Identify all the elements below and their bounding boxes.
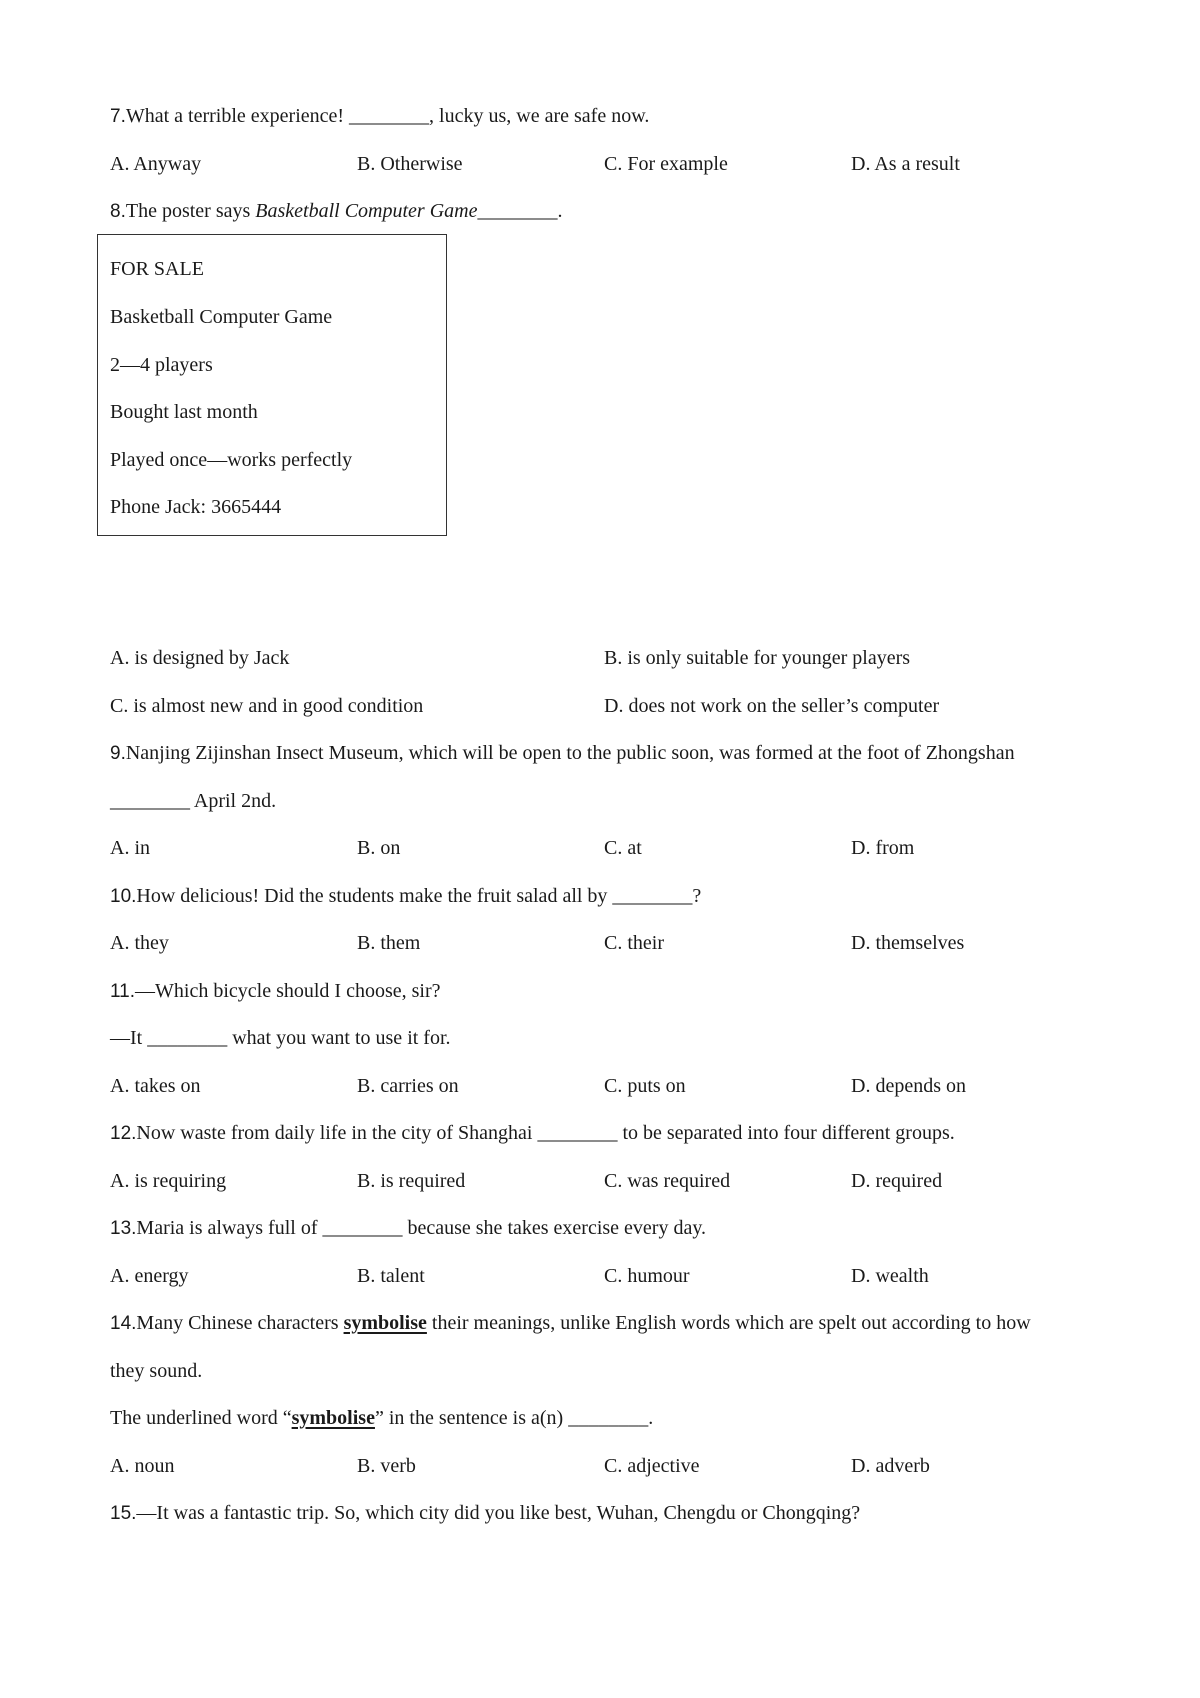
question-7 bbox=[110, 104, 649, 129]
question-11-line-2: —It ________ what you want to use it for. bbox=[110, 1027, 451, 1049]
q7-option-d: D. As a result bbox=[851, 153, 960, 175]
question-stem: Maria is always full of ________ because she takes exercise every day. bbox=[136, 1217, 707, 1239]
q10-option-a: A. they bbox=[110, 932, 169, 954]
q9-option-b: B. on bbox=[357, 837, 401, 859]
q7-option-c: C. For example bbox=[604, 153, 728, 175]
question-stem-rest: their meanings, unlike English words which are spelt out according to how bbox=[426, 1312, 1031, 1334]
poster-line: Played once—works perfectly bbox=[110, 449, 353, 471]
q13-option-d: D. wealth bbox=[851, 1265, 929, 1287]
poster-line: FOR SALE bbox=[110, 258, 204, 280]
q9-option-c: C. at bbox=[604, 837, 642, 859]
question-stem: How delicious! Did the students make the fruit salad all by ________? bbox=[136, 885, 702, 907]
question-number: 15. bbox=[110, 1503, 137, 1524]
for-sale-poster bbox=[97, 234, 447, 536]
question-blank: ________. bbox=[477, 200, 563, 222]
question-15 bbox=[110, 1501, 860, 1526]
q7-option-a: A. Anyway bbox=[110, 153, 202, 175]
poster-line: Basketball Computer Game bbox=[110, 306, 333, 328]
question-13 bbox=[110, 1216, 706, 1241]
question-12 bbox=[110, 1121, 955, 1146]
q7-option-b: B. Otherwise bbox=[357, 153, 463, 175]
subquestion-text: The underlined word “ bbox=[110, 1407, 292, 1429]
question-14-subquestion bbox=[110, 1406, 653, 1430]
question-stem: Now waste from daily life in the city of Shanghai ________ to be separated into four different groups. bbox=[136, 1122, 955, 1144]
q13-option-c: C. humour bbox=[604, 1265, 690, 1287]
q12-option-a: A. is requiring bbox=[110, 1170, 227, 1192]
q11-option-c: C. puts on bbox=[604, 1075, 686, 1097]
q11-option-d: D. depends on bbox=[851, 1075, 966, 1097]
question-stem: The poster says bbox=[125, 200, 256, 222]
q12-option-b: B. is required bbox=[357, 1170, 466, 1192]
question-stem: —Which bicycle should I choose, sir? bbox=[135, 980, 441, 1002]
q10-option-c: C. their bbox=[604, 932, 664, 954]
question-number: 14. bbox=[110, 1313, 137, 1334]
underlined-keyword: symbolise bbox=[291, 1407, 375, 1429]
question-number: 11. bbox=[110, 981, 136, 1002]
question-stem: —It was a fantastic trip. So, which city did you like best, Wuhan, Chengdu or Chongqing? bbox=[136, 1502, 861, 1524]
poster-line: 2—4 players bbox=[110, 354, 213, 376]
poster-line: Phone Jack: 3665444 bbox=[110, 496, 282, 518]
q9-option-a: A. in bbox=[110, 837, 150, 859]
q14-option-a: A. noun bbox=[110, 1455, 175, 1477]
game-title: Basketball Computer Game bbox=[255, 200, 478, 222]
q11-option-a: A. takes on bbox=[110, 1075, 201, 1097]
underlined-keyword: symbolise bbox=[343, 1312, 427, 1334]
question-stem: Many Chinese characters bbox=[136, 1312, 344, 1334]
question-stem: What a terrible experience! ________, lucky us, we are safe now. bbox=[125, 105, 650, 127]
question-number: 13. bbox=[110, 1218, 137, 1239]
question-14 bbox=[110, 1311, 1031, 1336]
question-14-line-2: they sound. bbox=[110, 1360, 203, 1382]
question-number: 7. bbox=[110, 106, 126, 127]
q8-option-d: D. does not work on the seller’s computer bbox=[604, 695, 940, 717]
q8-option-c: C. is almost new and in good condition bbox=[110, 695, 424, 717]
q13-option-a: A. energy bbox=[110, 1265, 189, 1287]
question-11 bbox=[110, 979, 440, 1004]
q14-option-b: B. verb bbox=[357, 1455, 416, 1477]
question-8 bbox=[110, 199, 562, 224]
q14-option-d: D. adverb bbox=[851, 1455, 930, 1477]
question-number: 12. bbox=[110, 1123, 137, 1144]
question-number: 10. bbox=[110, 886, 137, 907]
question-number: 8. bbox=[110, 201, 126, 222]
question-9 bbox=[110, 741, 1015, 766]
q10-option-b: B. them bbox=[357, 932, 421, 954]
question-stem: Nanjing Zijinshan Insect Museum, which will be open to the public soon, was formed at the foot of Zhongshan bbox=[125, 742, 1015, 764]
q8-option-a: A. is designed by Jack bbox=[110, 647, 290, 669]
q9-option-d: D. from bbox=[851, 837, 915, 859]
q12-option-c: C. was required bbox=[604, 1170, 731, 1192]
question-10 bbox=[110, 884, 701, 909]
poster-line: Bought last month bbox=[110, 401, 258, 423]
question-number: 9. bbox=[110, 743, 126, 764]
q8-option-b: B. is only suitable for younger players bbox=[604, 647, 911, 669]
question-9-line-2: ________ April 2nd. bbox=[110, 790, 277, 812]
q11-option-b: B. carries on bbox=[357, 1075, 459, 1097]
subquestion-blank: ” in the sentence is a(n) ________. bbox=[374, 1407, 654, 1429]
q12-option-d: D. required bbox=[851, 1170, 943, 1192]
q13-option-b: B. talent bbox=[357, 1265, 425, 1287]
q10-option-d: D. themselves bbox=[851, 932, 965, 954]
q14-option-c: C. adjective bbox=[604, 1455, 700, 1477]
